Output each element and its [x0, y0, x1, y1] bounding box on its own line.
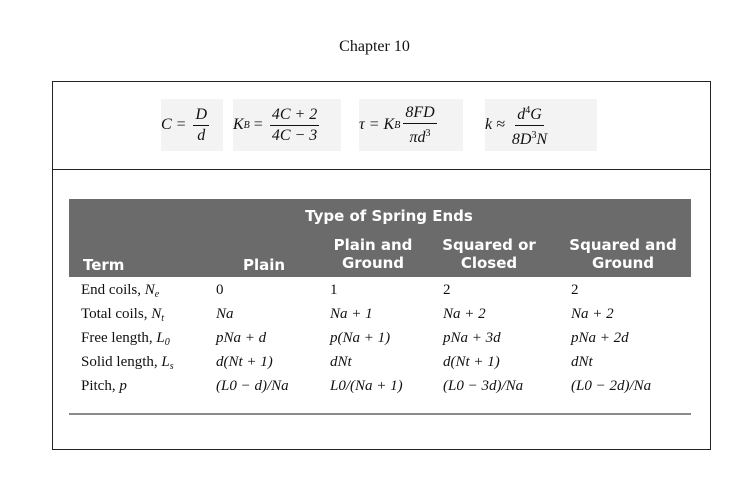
column-header-squared-ground: Squared and Ground [569, 236, 677, 272]
formula-denominator: 4C − 3 [271, 126, 318, 144]
cell-squared-ground: (L0 − 2d)/Na [571, 378, 652, 394]
formula-denominator: d [197, 126, 206, 144]
row-term: Free length, [81, 330, 157, 346]
formula-numerator: d [517, 105, 526, 123]
row-term: Pitch, [81, 378, 120, 394]
row-symbol-subscript: e [154, 289, 160, 300]
formula-superscript: 3 [531, 129, 537, 141]
cell-plain-ground: L0/(Na + 1) [330, 378, 403, 394]
cell-plain: 0 [216, 282, 224, 298]
cell-plain-ground: Na + 1 [330, 306, 373, 322]
cell-plain: pNa + d [216, 330, 267, 346]
formula-numerator-tail: G [530, 105, 542, 123]
formula-lhs: k ≈ [485, 116, 509, 133]
row-term: Solid length, [81, 354, 162, 370]
cell-squared-ground: Na + 2 [571, 306, 614, 322]
cell-squared-ground: dNt [571, 354, 593, 370]
group-header: Type of Spring Ends [305, 207, 473, 225]
row-symbol-subscript: s [169, 361, 174, 372]
formula-numerator: D [193, 106, 209, 126]
formula-denominator: πd [409, 128, 426, 146]
content-frame [52, 81, 711, 450]
table-header [69, 199, 691, 277]
formula-numerator: 8FD [403, 104, 436, 124]
cell-squared-ground: 2 [571, 282, 579, 298]
row-symbol-subscript: t [161, 313, 164, 324]
formula-superscript: 4 [525, 104, 531, 116]
cell-squared-ground: pNa + 2d [571, 330, 629, 346]
cell-plain: (L0 − d)/Na [216, 378, 289, 394]
table-row [69, 282, 691, 304]
cell-squared: Na + 2 [443, 306, 486, 322]
row-symbol: p [119, 378, 127, 394]
cell-squared: pNa + 3d [443, 330, 501, 346]
formula-denominator-tail: N [536, 130, 548, 148]
formula-lhs: K [233, 116, 244, 133]
formula-spring-rate [485, 99, 597, 151]
row-symbol: N [144, 282, 155, 298]
row-symbol: N [151, 306, 162, 322]
chapter-title: Chapter 10 [339, 38, 410, 55]
row-symbol: L [156, 330, 165, 346]
formula-equals: = [249, 116, 267, 133]
column-header-plain-ground: Plain and Ground [333, 236, 413, 272]
row-term: End coils, [81, 282, 145, 298]
cell-squared: (L0 − 3d)/Na [443, 378, 524, 394]
formula-lhs: τ = K [359, 116, 395, 133]
formula-denominator: 8D [511, 130, 532, 148]
cell-plain-ground: p(Na + 1) [330, 330, 391, 346]
table-row [69, 354, 691, 376]
row-symbol-subscript: 0 [164, 337, 170, 348]
formula-panel [53, 82, 710, 169]
formula-bergstrasser [233, 99, 341, 151]
column-header-plain: Plain [242, 256, 286, 274]
row-term: Total coils, [81, 306, 152, 322]
cell-plain: Na [216, 306, 234, 322]
cell-plain-ground: dNt [330, 354, 352, 370]
formula-subscript: B [243, 119, 250, 131]
table-row [69, 306, 691, 328]
section-divider [53, 169, 710, 170]
formula-spring-index [161, 99, 223, 151]
cell-plain-ground: 1 [330, 282, 338, 298]
cell-plain: d(Nt + 1) [216, 354, 273, 370]
table-row [69, 330, 691, 352]
row-symbol: L [161, 354, 170, 370]
table-row [69, 378, 691, 400]
cell-squared: d(Nt + 1) [443, 354, 500, 370]
formula-lhs: C = [161, 116, 191, 133]
column-header-squared-closed: Squared or Closed [442, 236, 536, 272]
column-header-term: Term [83, 256, 125, 274]
formula-superscript: 3 [425, 127, 431, 139]
cell-squared: 2 [443, 282, 451, 298]
table-bottom-rule [69, 413, 691, 415]
formula-shear-stress [359, 99, 463, 151]
formula-subscript: B [394, 119, 401, 131]
formula-numerator: 4C + 2 [270, 106, 319, 126]
